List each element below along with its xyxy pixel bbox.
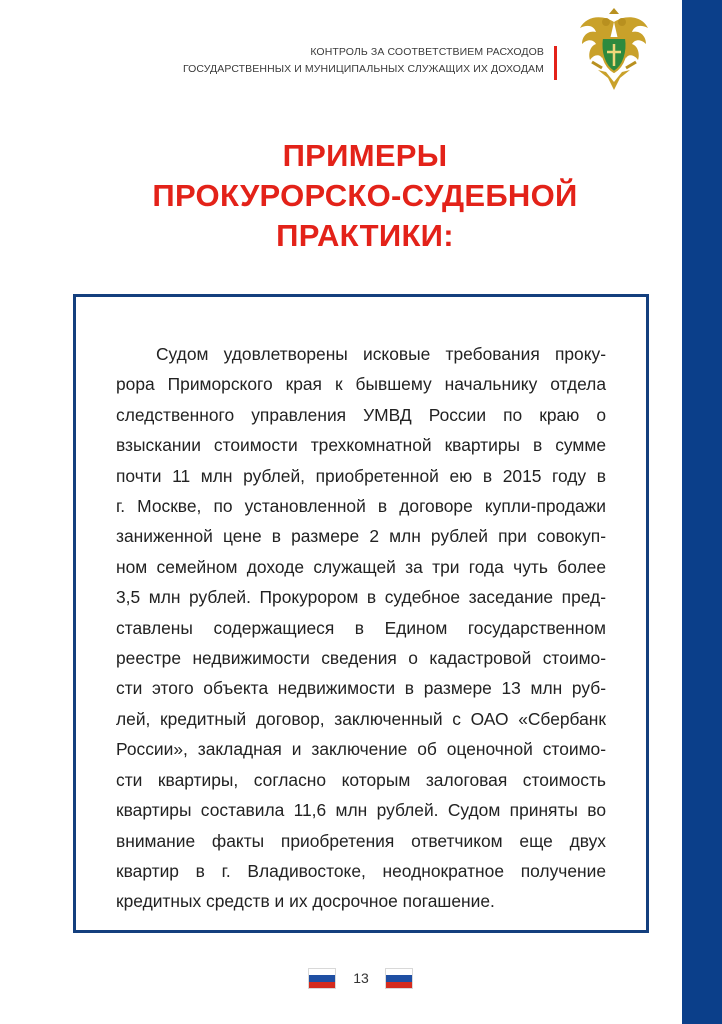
body-line: почти 11 млн рублей, приобретенной ею в 2015 году в <box>116 465 606 486</box>
page-title <box>70 136 660 256</box>
prosecutor-emblem-icon <box>574 8 654 98</box>
body-line: 3,5 млн рублей. Прокурором в судебное заседание пред- <box>116 587 606 608</box>
case-example-frame <box>73 294 649 933</box>
body-line: лей, кредитный договор, заключенный с ОАО «Сбербанк <box>116 708 606 729</box>
body-line: взыскании стоимости трехкомнатной квартиры в сумме <box>116 435 606 456</box>
header-line-1: КОНТРОЛЬ ЗА СООТВЕТСТВИЕМ РАСХОДОВ <box>310 46 544 58</box>
body-line: реестре недвижимости сведения о кадастровой стоимо- <box>116 648 606 669</box>
body-line: Судом удовлетворены исковые требования проку- <box>156 344 606 364</box>
case-example-text <box>116 339 606 917</box>
body-line: сти квартиры, согласно которым залоговая стоимость <box>116 769 606 790</box>
body-line: квартиры составила 11,6 млн рублей. Судом приняты во <box>116 800 606 821</box>
header-red-divider <box>554 46 557 80</box>
title-line-1: ПРИМЕРЫ <box>282 138 448 173</box>
russian-flag-icon <box>308 968 336 989</box>
body-line: внимание факты приобретения ответчиком еще двух <box>116 830 606 851</box>
body-line: заниженной цене в размере 2 млн рублей при совокуп- <box>116 526 606 547</box>
body-line: ном семейном доходе служащей за три года чуть более <box>116 556 606 577</box>
body-line: г. Москве, по установленной в договоре купли-продажи <box>116 496 606 517</box>
page-header <box>183 44 544 78</box>
body-line: квартир в г. Владивостоке, неоднократное получение <box>116 860 606 881</box>
russian-flag-icon <box>385 968 413 989</box>
page-footer <box>0 968 722 992</box>
side-blue-stripe <box>682 0 722 1024</box>
body-line: ставлены содержащиеся в Едином государственном <box>116 617 606 638</box>
body-line: следственного управления УМВД России по краю о <box>116 404 606 425</box>
page-number: 13 <box>353 970 369 986</box>
body-line: рора Приморского края к бывшему начальнику отдела <box>116 374 606 395</box>
body-line: кредитных средств и их досрочное погашение. <box>116 891 495 912</box>
header-line-2: ГОСУДАРСТВЕННЫХ И МУНИЦИПАЛЬНЫХ СЛУЖАЩИХ ИХ ДОХОДАМ <box>182 63 544 75</box>
title-line-2: ПРОКУРОРСКО-СУДЕБНОЙ <box>152 178 578 213</box>
title-line-3: ПРАКТИКИ: <box>276 218 454 253</box>
body-line: сти этого объекта недвижимости в размере 13 млн руб- <box>116 678 606 699</box>
body-line: России», закладная и заключение об оценочной стоимо- <box>116 739 606 760</box>
